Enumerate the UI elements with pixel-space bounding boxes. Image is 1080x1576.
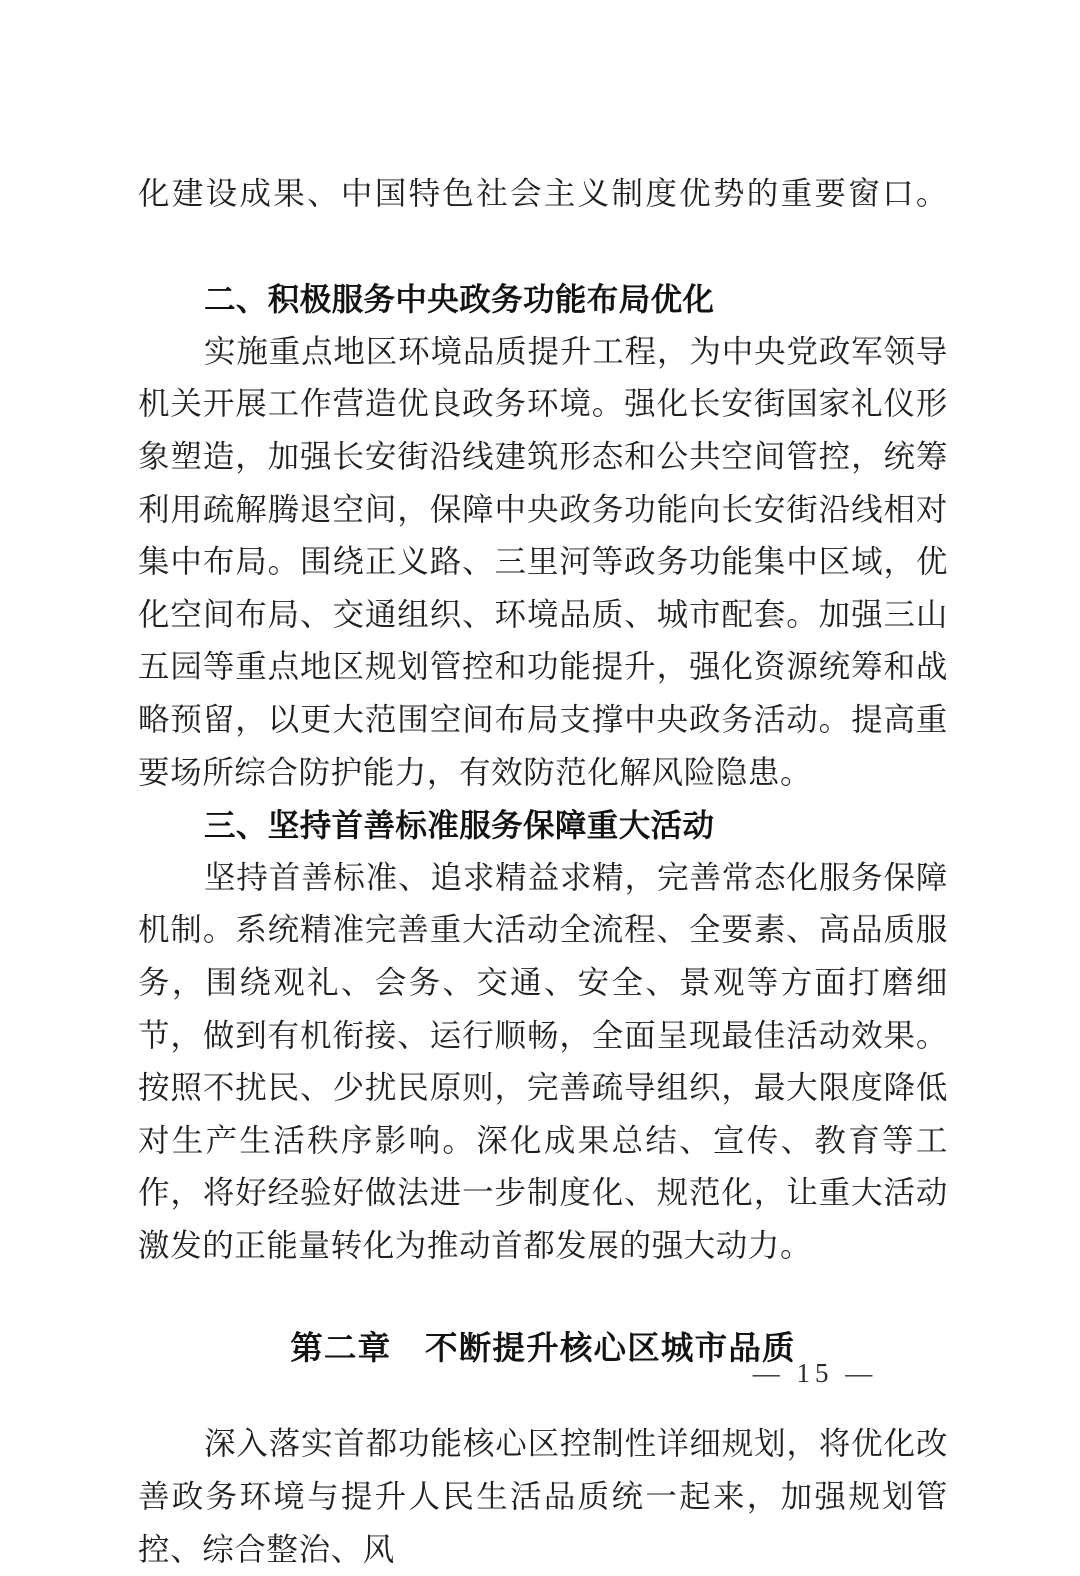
page-footer xyxy=(0,1358,1080,1389)
section-heading-two: 二、积极服务中央政务功能布局优化 xyxy=(204,281,715,318)
spacer-before-chapter xyxy=(138,1272,948,1322)
page-number: — 15 — xyxy=(752,1358,878,1388)
paragraph-section-two: 实施重点地区环境品质提升工程，为中央党政军领导机关开展工作营造优良政务环境。强化长安街国家礼仪形象塑造，加强长安街沿线建筑形态和公共空间管控，统筹利用疏解腾退空间，保障中央政务功能向长安街沿线相对集中布局。围绕正义路、三里河等政务功能集中区域，优化空间布局、交通组织、环境品质、城市配套。加强三山五园等重点地区规划管控和功能提升，强化资源统筹和战略预留，以更大范围空间布局支撑中央政务活动。提高重要场所综合防护能力，有效防范化解风险隐患。 xyxy=(138,333,948,790)
chapter-title: 第二章 不断提升核心区城市品质 xyxy=(290,1330,796,1367)
paragraph-chapter-two-intro: 深入落实首都功能核心区控制性详细规划，将优化改善政务环境与提升人民生活品质统一起来，加强规划管控、综合整治、风 xyxy=(138,1426,948,1567)
paragraph-section-three: 坚持首善标准、追求精益求精，完善常态化服务保障机制。系统精准完善重大活动全流程、全要素、高品质服务，围绕观礼、会务、交通、安全、景观等方面打磨细节，做到有机衔接、运行顺畅，全面呈现最佳活动效果。按照不扰民、少扰民原则，完善疏导组织，最大限度降低对生产生活秩序影响。深化成果总结、宣传、教育等工作，将好经验好做法进一步制度化、规范化，让重大活动激发的正能量转化为推动首都发展的强大动力。 xyxy=(138,859,948,1263)
section-heading-three: 三、坚持首善标准服务保障重大活动 xyxy=(204,807,715,844)
continuation-line: 化建设成果、中国特色社会主义制度优势的重要窗口。 xyxy=(138,176,948,211)
